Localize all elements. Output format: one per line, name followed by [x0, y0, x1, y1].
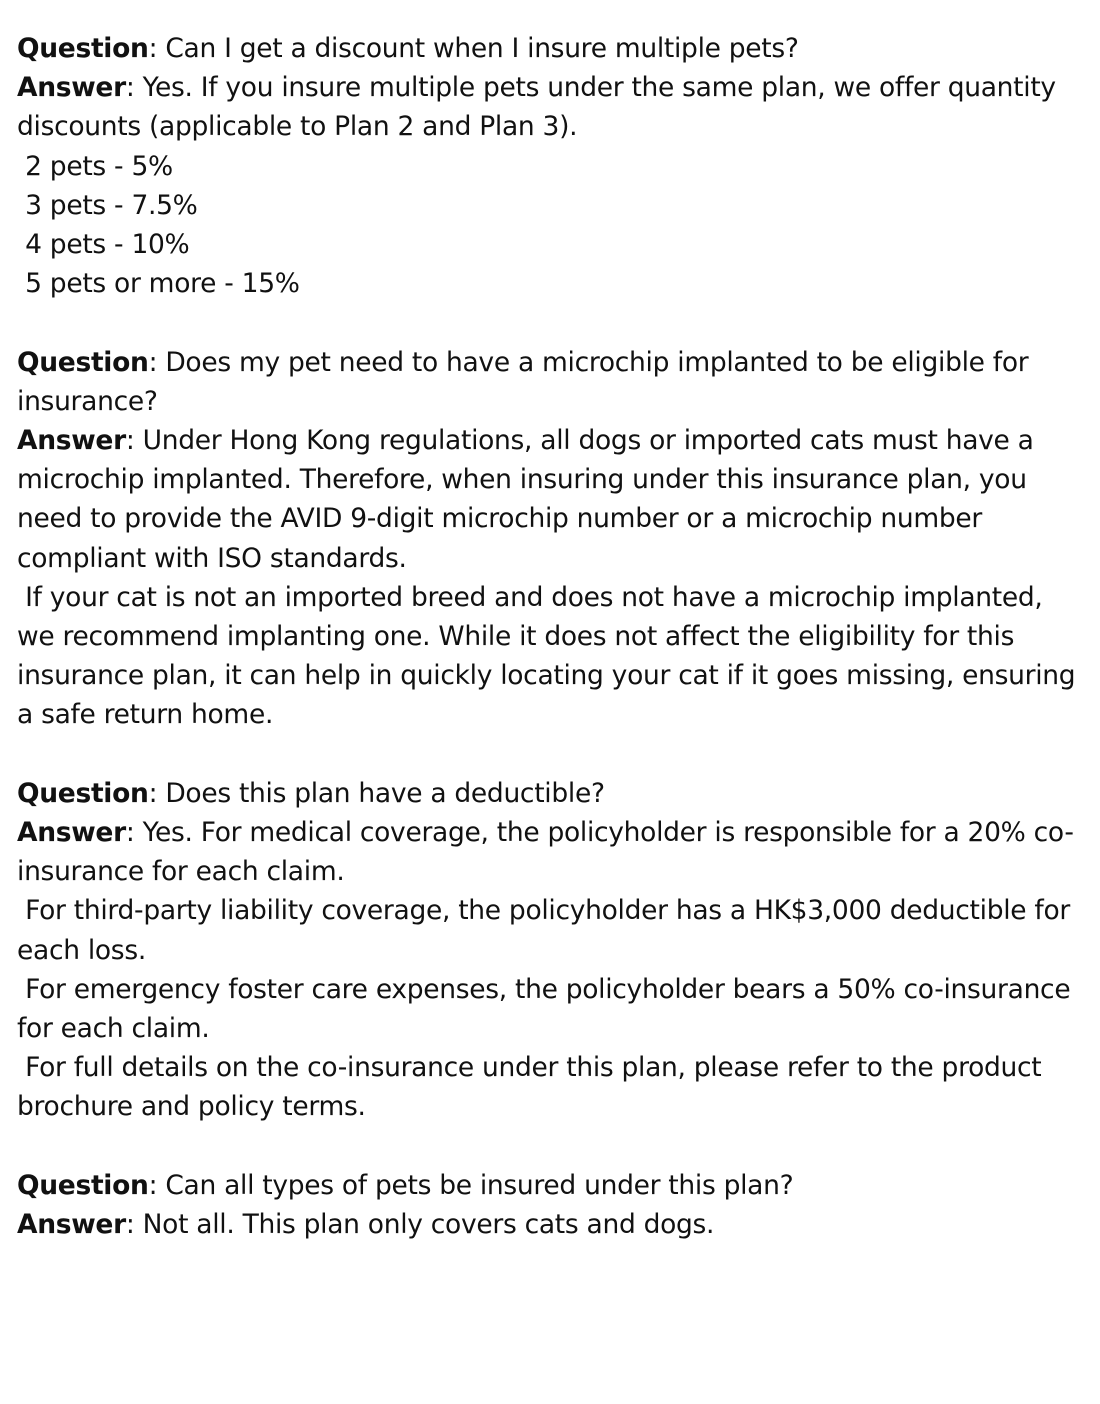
question-label: Question [17, 1169, 149, 1201]
faq-item [17, 1166, 1087, 1244]
question [17, 1166, 1087, 1205]
question-label: Question [17, 33, 149, 64]
answer-text: : Not all. This plan only covers cats and dogs. [125, 1209, 715, 1241]
answer [17, 1205, 1087, 1244]
spacer [17, 1127, 1087, 1166]
answer-label: Answer [17, 817, 126, 849]
answer-detail: 3 pets - 7.5% [17, 189, 198, 221]
question-label: Question [17, 346, 149, 378]
answer-detail: For full details on the co-insurance under this plan, please refer to the product brochure and policy terms. [17, 1052, 1050, 1123]
question-label: Question [17, 777, 149, 809]
answer [17, 421, 1087, 578]
question [17, 29, 1087, 68]
faq-document [17, 29, 1087, 1244]
question [17, 774, 1087, 813]
faq-item [17, 774, 1087, 1166]
answer-detail: 4 pets - 10% [17, 229, 190, 261]
question [17, 343, 1087, 421]
answer-text: : Yes. If you insure multiple pets under the same plan, we offer quantity discounts (applicable to Plan 2 and Plan 3). [17, 72, 1064, 143]
question-text: : Can I get a discount when I insure multiple pets? [148, 33, 799, 64]
question-text: : Does this plan have a deductible? [148, 777, 605, 809]
question-text: : Does my pet need to have a microchip implanted to be eligible for insurance? [17, 346, 1037, 417]
spacer [17, 303, 1087, 342]
answer-label: Answer [17, 1209, 126, 1241]
faq-item [17, 343, 1087, 774]
answer-detail: If your cat is not an imported breed and does not have a microchip implanted, we recommend implanting one. While it does not affect the eligibility for this insurance plan, it can help in quickly locating your cat if it goes missing, ensuring a safe return home. [17, 581, 1084, 731]
answer-label: Answer [17, 425, 126, 457]
answer-text: : Under Hong Kong regulations, all dogs or imported cats must have a microchip implanted. Therefore, when insuring under this insurance plan, you need to provide the AVID 9-digit microchip number or a microchip number compliant with ISO standards. [17, 425, 1042, 574]
faq-item [17, 29, 1087, 343]
answer-detail: 5 pets or more - 15% [17, 268, 300, 300]
answer [17, 68, 1087, 146]
question-text: : Can all types of pets be insured under this plan? [148, 1169, 794, 1201]
answer-detail: For third-party liability coverage, the policyholder has a HK$3,000 deductible for each loss. [17, 895, 1079, 966]
answer-text: : Yes. For medical coverage, the policyholder is responsible for a 20% co-insurance for each claim. [17, 817, 1074, 888]
answer-detail: 2 pets - 5% [17, 150, 173, 182]
answer-label: Answer [17, 72, 126, 104]
spacer [17, 735, 1087, 774]
answer [17, 813, 1087, 891]
answer-detail: For emergency foster care expenses, the policyholder bears a 50% co-insurance for each claim. [17, 973, 1079, 1045]
